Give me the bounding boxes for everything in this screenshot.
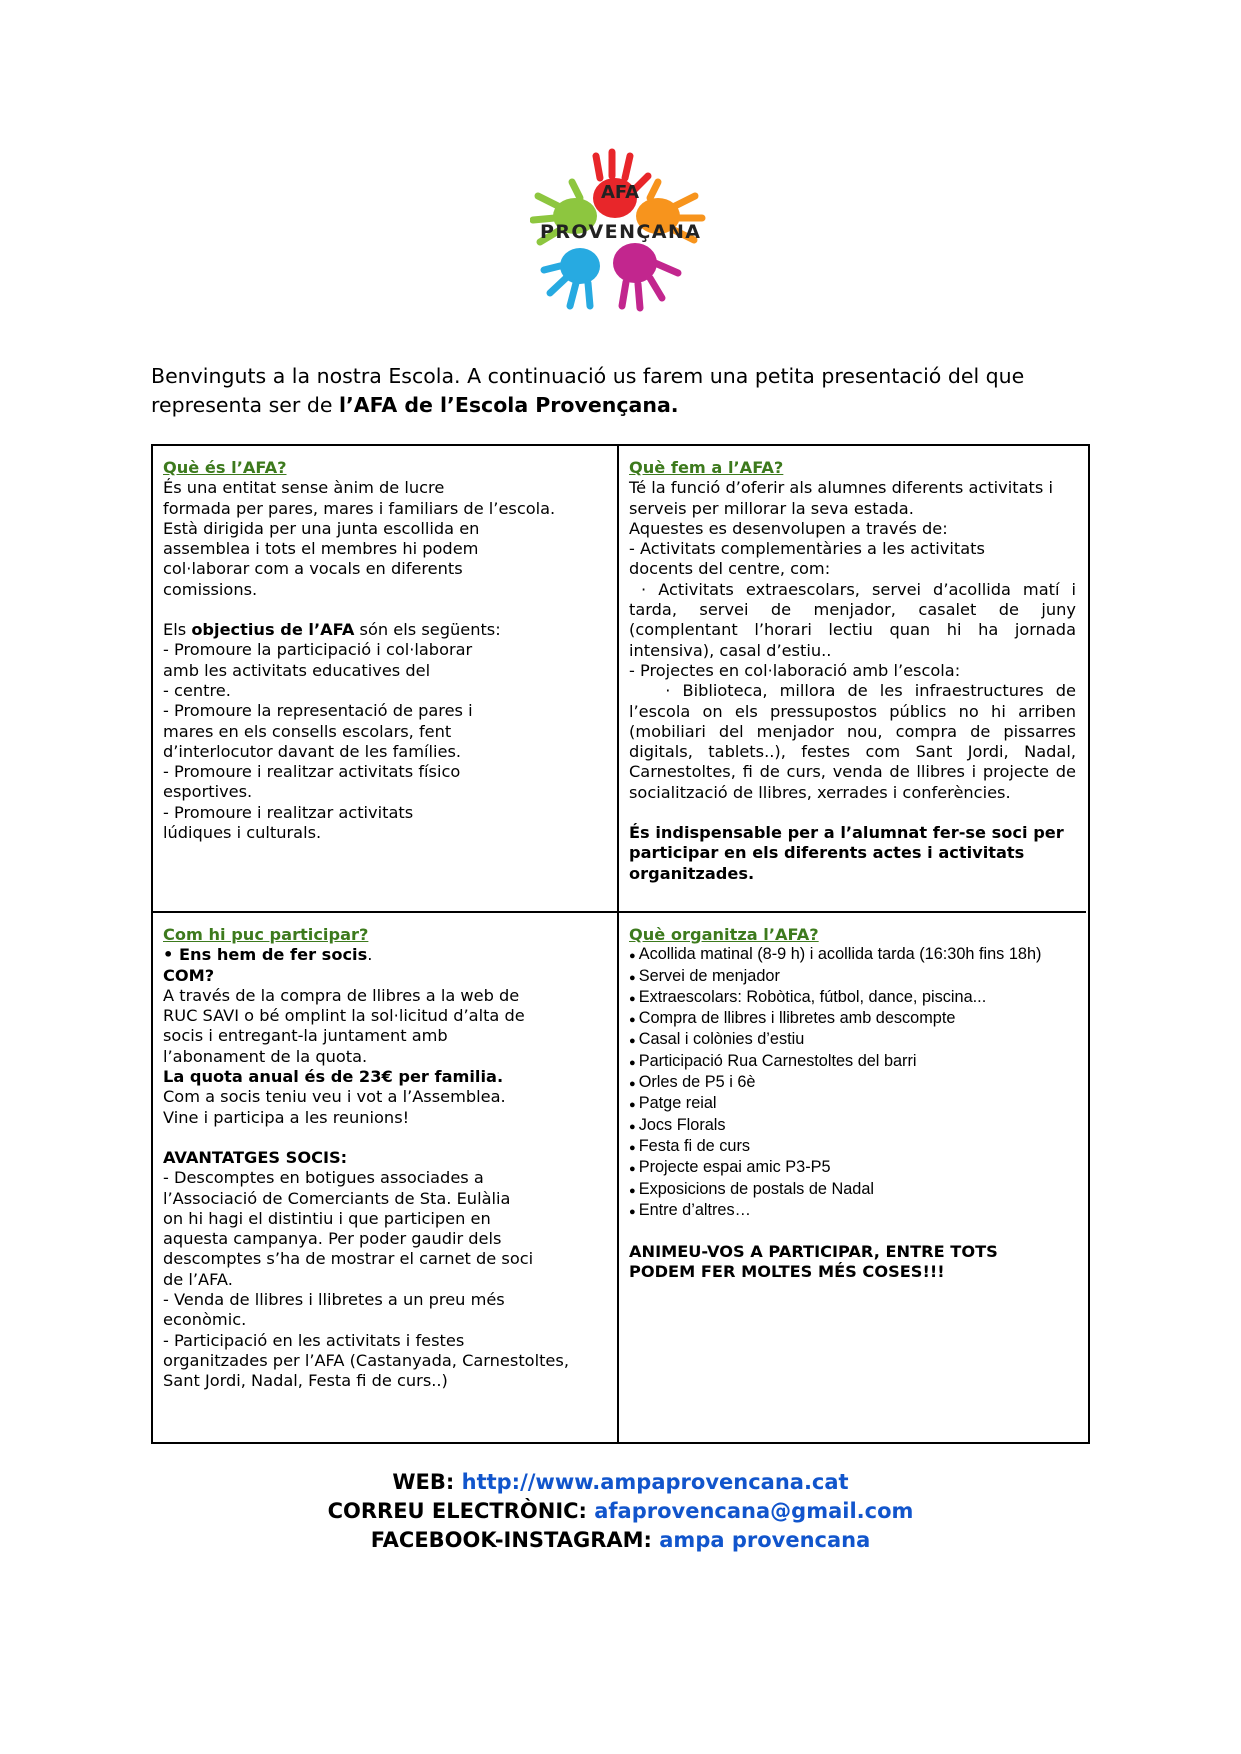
list-item (629, 1052, 1076, 1073)
advantage-line: organitzades per l’AFA (Castanyada, Carnestoltes, (163, 1350, 569, 1370)
text-line: assemblea i tots el membres hi podem (163, 539, 479, 559)
list-item-text: Projecte espai amic P3-P5 (638, 1158, 831, 1177)
bullet-icon: ● (629, 1141, 639, 1154)
advantage-line: econòmic. (163, 1310, 247, 1330)
text-line: RUC SAVI o bé omplint la sol·licitud d’alta de (163, 1006, 525, 1026)
list-item (629, 1009, 1076, 1030)
web-link[interactable]: http://www.ampaprovencana.cat (461, 1470, 849, 1494)
text-line: col·laborar com a vocals en diferents (163, 559, 463, 579)
list-item-text: Entre d’altres… (638, 1200, 751, 1219)
objective-line: mares en els consells escolars, fent (163, 721, 452, 741)
advantages-list (163, 1168, 607, 1391)
advantage-line: - Venda de llibres i llibretes a un preu més (163, 1290, 505, 1310)
bullet-icon: ● (629, 971, 639, 984)
social-link[interactable]: ampa provencana (659, 1528, 871, 1552)
advantage-line: l’Associació de Comerciants de Sta. Eulàlia (163, 1188, 511, 1208)
heading-what-is: Què és l’AFA? (163, 458, 287, 477)
logo-text-provencana: PROVENÇANA (540, 221, 700, 243)
bullet-icon: ● (629, 1120, 639, 1133)
mail-label: CORREU ELECTRÒNIC: (327, 1499, 595, 1523)
objectives-intro (163, 620, 607, 640)
advantage-line: descomptes s’ha de mostrar el carnet de soci (163, 1249, 534, 1269)
objective-line: - centre. (163, 680, 231, 700)
text-line: comissions. (163, 579, 258, 599)
bullet-icon: ● (629, 1205, 639, 1218)
cell-what-we-do (619, 446, 1086, 913)
bullet-icon: ● (629, 1184, 639, 1197)
bullet-icon: ● (629, 950, 639, 963)
advantage-line: aquesta campanya. Per poder gaudir dels (163, 1229, 502, 1249)
bullet-icon: ● (629, 1035, 639, 1048)
bullet-icon: ● (629, 1163, 639, 1176)
contact-footer (0, 1468, 1241, 1555)
objectives-list (163, 640, 607, 843)
footer-web (0, 1468, 1241, 1497)
wwd-p6: · Biblioteca, millora de les infraestructures de l’escola on els pressupostos públics no hi arriben (mobiliari del menjador nou, compra de pissarres digitals, tablets..), festes com Sant Jordi, Nadal, Carnestoltes, fi de curs, venda de llibres i projecte de socialització de llibres, xerrades i conferències. (629, 681, 1082, 802)
list-item (629, 1116, 1076, 1137)
obj-pre: Els (163, 620, 192, 640)
objective-line: esportives. (163, 782, 253, 802)
bullet-icon: ● (629, 992, 639, 1005)
cta-line-1: ANIMEU-VOS A PARTICIPAR, ENTRE TOTS (629, 1242, 998, 1262)
wwd-p1: Té la funció d’oferir als alumnes diferents activitats i serveis per millorar la seva estada. (629, 478, 1053, 518)
list-item-text: Casal i colònies d’estiu (638, 1030, 805, 1049)
list-item (629, 967, 1076, 988)
what-is-text (163, 478, 607, 600)
advantage-line: - Descomptes en botigues associades a (163, 1168, 484, 1188)
objective-line: - Promoure la participació i col·laborar (163, 640, 473, 660)
text-line: l’abonament de la quota. (163, 1046, 368, 1066)
list-item-text: Festa fi de curs (638, 1136, 751, 1155)
organizes-list (629, 945, 1076, 1222)
intro-paragraph (151, 362, 1051, 420)
list-item (629, 945, 1076, 966)
wwd-required-note: És indispensable per a l’alumnat fer-se soci per participar en els diferents actes i activitats organitzades. (629, 823, 1064, 883)
wwd-p3: - Activitats complementàries a les activitats docents del centre, com: (629, 539, 985, 579)
list-item (629, 1201, 1076, 1222)
logo-text-afa: AFA (600, 182, 640, 203)
list-item (629, 1073, 1076, 1094)
text-line: Està dirigida per una junta escollida en (163, 518, 480, 538)
list-item (629, 988, 1076, 1009)
wwd-p5: - Projectes en col·laboració amb l’escola: (629, 660, 961, 680)
bullet-icon: ● (629, 1014, 639, 1027)
footer-social (0, 1526, 1241, 1555)
intro-text: Benvinguts a la nostra Escola. A continuació us farem una petita presentació del que representa ser de (151, 364, 1025, 417)
list-item-text: Servei de menjador (638, 966, 780, 985)
obj-post: són els següents: (354, 620, 501, 640)
text-line: A través de la compra de llibres a la web de (163, 985, 520, 1005)
list-item-text: Patge reial (638, 1094, 717, 1113)
text-line: És una entitat sense ànim de lucre (163, 478, 445, 498)
bullet-end: . (367, 945, 373, 965)
list-item-text: Acollida matinal (8-9 h) i acollida tarda (16:30h fins 18h) (638, 945, 1042, 964)
objective-line: amb les activitats educatives del (163, 660, 431, 680)
text-line: socis i entregant-la juntament amb (163, 1026, 448, 1046)
afa-logo (530, 148, 710, 328)
list-item-text: Compra de llibres i llibretes amb descompte (638, 1009, 956, 1028)
text-line: Vine i participa a les reunions! (163, 1107, 410, 1127)
participate-bullet (163, 945, 607, 965)
text-line: formada per pares, mares i familiars de l’escola. (163, 498, 556, 518)
social-label: FACEBOOK-INSTAGRAM: (370, 1528, 660, 1552)
advantage-line: Sant Jordi, Nadal, Festa fi de curs..) (163, 1371, 448, 1391)
cell-what-is-afa (153, 446, 619, 913)
list-item (629, 1158, 1076, 1179)
list-item (629, 1030, 1076, 1051)
objective-line: d’interlocutor davant de les famílies. (163, 741, 462, 761)
bullet-icon: ● (629, 1099, 639, 1112)
objective-line: - Promoure i realitzar activitats físico (163, 762, 461, 782)
advantage-line: - Participació en les activitats i festes (163, 1330, 465, 1350)
obj-bold: objectius de l’AFA (191, 620, 355, 640)
list-item-text: Extraescolars: Robòtica, fútbol, dance, piscina... (638, 987, 987, 1006)
advantages-title: AVANTATGES SOCIS: (163, 1147, 348, 1167)
cell-how-to-participate (153, 913, 619, 1442)
bullet-icon: ● (629, 1056, 639, 1069)
footer-mail (0, 1497, 1241, 1526)
list-item (629, 1137, 1076, 1158)
advantage-line: on hi hagi el distintiu i que participen en (163, 1208, 491, 1228)
bullet-text: • Ens hem de fer socis (163, 945, 368, 965)
intro-bold: l’AFA de l’Escola Provençana. (338, 393, 679, 417)
fee-text: La quota anual és de 23€ per familia. (163, 1067, 504, 1087)
web-label: WEB: (392, 1470, 462, 1494)
list-item (629, 1180, 1076, 1201)
text-line: Com a socis teniu veu i vot a l’Assemblea. (163, 1087, 506, 1107)
list-item-text: Exposicions de postals de Nadal (638, 1179, 875, 1198)
mail-link[interactable]: afaprovencana@gmail.com (594, 1499, 914, 1523)
heading-organizes: Què organitza l’AFA? (629, 925, 819, 944)
list-item (629, 1094, 1076, 1115)
objective-line: - Promoure la representació de pares i (163, 701, 473, 721)
participate-vote-text (163, 1087, 607, 1128)
list-item-text: Orles de P5 i 6è (638, 1073, 756, 1092)
objective-line: - Promoure i realitzar activitats (163, 802, 414, 822)
wwd-p2: Aquestes es desenvolupen a través de: (629, 518, 948, 538)
bullet-icon: ● (629, 1078, 639, 1091)
list-item-text: Jocs Florals (638, 1115, 726, 1134)
advantage-line: de l’AFA. (163, 1269, 233, 1289)
cell-what-afa-organizes (619, 913, 1086, 1442)
list-item-text: Participació Rua Carnestoltes del barri (638, 1051, 917, 1070)
objective-line: lúdiques i culturals. (163, 823, 322, 843)
heading-participate: Com hi puc participar? (163, 925, 369, 944)
heading-what-we-do: Què fem a l’AFA? (629, 458, 784, 477)
info-table (151, 444, 1090, 1444)
com-label: COM? (163, 965, 215, 985)
wwd-p4: · Activitats extraescolars, servei d’acollida matí i tarda, servei de menjador, casalet de juny (complentant l’horari lectiu quan hi ha jornada intensiva), casal d’estiu.. (629, 579, 1082, 660)
participate-how-text (163, 986, 607, 1067)
cta-line-2: PODEM FER MOLTES MÉS COSES!!! (629, 1262, 945, 1282)
